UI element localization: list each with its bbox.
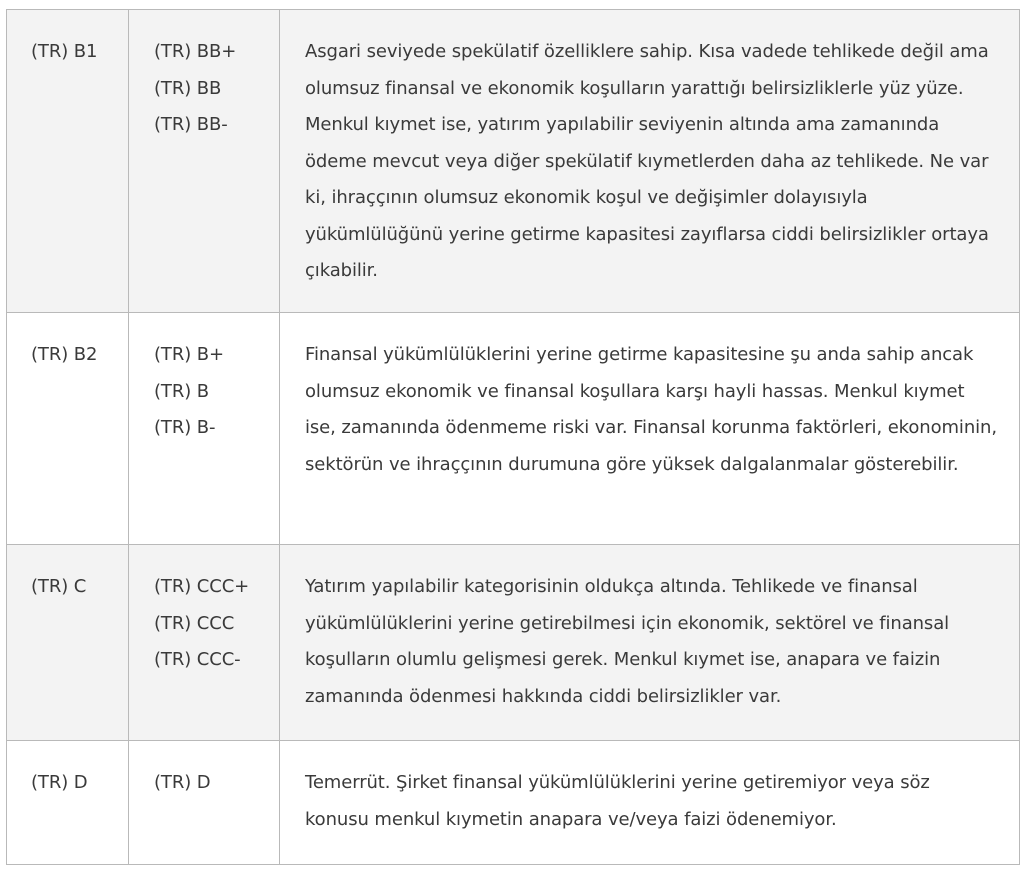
sub-grade: (TR) B (154, 380, 210, 402)
grade-cell (7, 741, 129, 865)
grade-description: Finansal yükümlülüklerini yerine getirme kapasitesine şu anda sahip ancak olumsuz ekonomik ve finansal koşullara karşı hayli hassas. Menkul kıymet ise, zamanında ödenmeme riski var. Finansal korunma faktörleri, ekonominin, sektörün ve ihraççının durumuna göre yüksek dalgalanmalar gösterebilir. (305, 344, 997, 475)
grade-label: (TR) B2 (31, 344, 98, 365)
grade-cell (7, 313, 129, 545)
description-cell (280, 10, 1020, 313)
table-row (7, 545, 1020, 741)
sub-grade: (TR) BB (154, 77, 222, 99)
sub-grade: (TR) CCC (154, 612, 235, 634)
grade-cell (7, 10, 129, 313)
sub-grades-cell (129, 545, 280, 741)
table-row (7, 10, 1020, 313)
grade-description: Yatırım yapılabilir kategorisinin oldukça altında. Tehlikede ve finansal yükümlülüklerini yerine getirebilmesi için ekonomik, sektörel ve finansal koşulların olumlu gelişmesi gerek. Menkul kıymet ise, anapara ve faizin zamanında ödenmesi hakkında ciddi belirsizlikler var. (305, 576, 950, 707)
sub-grade: (TR) D (154, 772, 211, 793)
sub-grade: (TR) CCC+ (154, 576, 250, 597)
rating-scale-table (6, 9, 1020, 865)
grade-label: (TR) C (31, 576, 87, 597)
sub-grade: (TR) BB+ (154, 41, 237, 62)
grade-cell (7, 545, 129, 741)
sub-grade: (TR) B- (154, 417, 216, 438)
sub-grades-cell (129, 10, 280, 313)
sub-grade: (TR) BB- (154, 114, 228, 135)
table-row (7, 741, 1020, 865)
grade-description: Asgari seviyede spekülatif özelliklere sahip. Kısa vadede tehlikede değil ama olumsuz finansal ve ekonomik koşulların yarattığı belirsizliklerle yüz yüze. Menkul kıymet ise, yatırım yapılabilir seviyenin altında ama zamanında ödeme mevcut veya diğer spekülatif kıymetlerden daha az tehlikede. Ne var ki, ihraççının olumsuz ekonomik koşul ve değişimler dolayısıyla yükümlülüğünü yerine getirme kapasitesi zayıflarsa ciddi belirsizlikler ortaya çıkabilir. (305, 41, 989, 281)
sub-grades-cell (129, 741, 280, 865)
description-cell (280, 741, 1020, 865)
description-cell (280, 313, 1020, 545)
description-cell (280, 545, 1020, 741)
sub-grades-cell (129, 313, 280, 545)
sub-grade: (TR) CCC- (154, 649, 241, 670)
grade-label: (TR) B1 (31, 41, 98, 62)
grade-label: (TR) D (31, 772, 88, 793)
sub-grade: (TR) B+ (154, 344, 224, 365)
grade-description: Temerrüt. Şirket finansal yükümlülüklerini yerine getiremiyor veya söz konusu menkul kıymetin anapara ve/veya faizi ödenemiyor. (305, 772, 930, 830)
table-row (7, 313, 1020, 545)
